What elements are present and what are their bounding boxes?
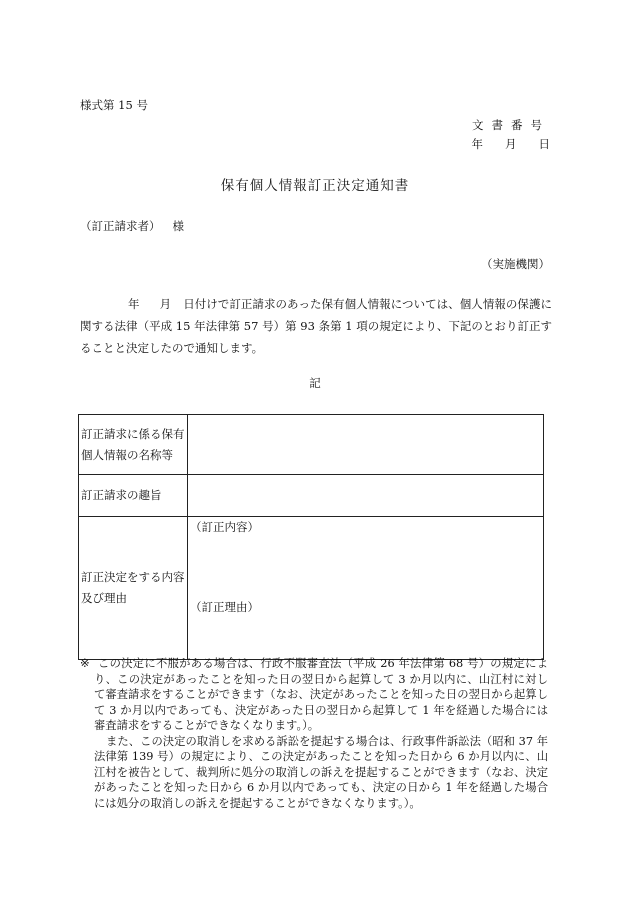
- notes: [80, 656, 548, 811]
- body-paragraph: [80, 293, 552, 359]
- document-title: 保有個人情報訂正決定通知書: [220, 178, 410, 194]
- note-mark: ※: [80, 657, 90, 670]
- table-row: [79, 517, 544, 660]
- addressee-honorific: 様: [172, 219, 184, 233]
- date-year: 年: [471, 137, 483, 151]
- row3-value: [188, 517, 544, 660]
- agency: （実施機関）: [481, 257, 550, 271]
- date-line: [450, 136, 551, 153]
- addressee: [80, 218, 184, 235]
- body-month: 月: [159, 297, 172, 311]
- body-year: 年: [128, 297, 140, 311]
- row1-label: 訂正請求に係る保有個人情報の名称等: [79, 415, 188, 475]
- note-1: [80, 656, 548, 734]
- row1-value: [188, 415, 544, 475]
- decision-table: [78, 414, 544, 660]
- table-row: [79, 475, 544, 517]
- date-month: 月: [505, 137, 517, 151]
- body-text: 日付けで訂正請求のあった保有個人情報については、個人情報の保護に関する法律（平成 15 年法律第 57 号）第 93 条第 1 項の規定により、下記のとおり訂正することと決定したので通知します。: [80, 297, 553, 355]
- correction-reason-label: （訂正理由）: [190, 600, 259, 614]
- note-2-text: また、この決定の取消しを求める訴訟を提起する場合は、行政事件訴訟法（昭和 37 年法律第 139 号）の規定により、この決定があったことを知った日から 6 か月以内に、山江村を被告として、裁判所に処分の取消しの訴えを提起することができます（なお、決定があったことを知った日から 6 か月以内であっても、決定の日から 1 年を経過した場合には処分の取消しの訴えを提起することができなくなります。）。: [94, 734, 548, 810]
- table-row: [79, 415, 544, 475]
- note-1-text: この決定に不服がある場合は、行政不服審査法（平成 26 年法律第 68 号）の規定により、この決定があったことを知った日の翌日から起算して 3 か月以内に、山江村に対して審査請求をすることができます（なお、決定があったことを知った日の翌日から起算して 3 か月以内であっても、決定があった日の翌日から起算して 1 年を経過した場合には審査請求をすることができなくなります。）。: [94, 657, 548, 732]
- addressee-name: （訂正請求者）: [80, 219, 161, 233]
- ki-heading: 記: [309, 376, 321, 390]
- correction-content-label: （訂正内容）: [190, 520, 259, 534]
- row3-label: 訂正決定をする内容及び理由: [79, 517, 188, 660]
- row2-value: [188, 475, 544, 517]
- date-day: 日: [538, 137, 550, 151]
- document-number: 文書番号: [472, 118, 550, 132]
- row2-label: 訂正請求の趣旨: [79, 475, 188, 517]
- form-number: 様式第 15 号: [80, 98, 148, 112]
